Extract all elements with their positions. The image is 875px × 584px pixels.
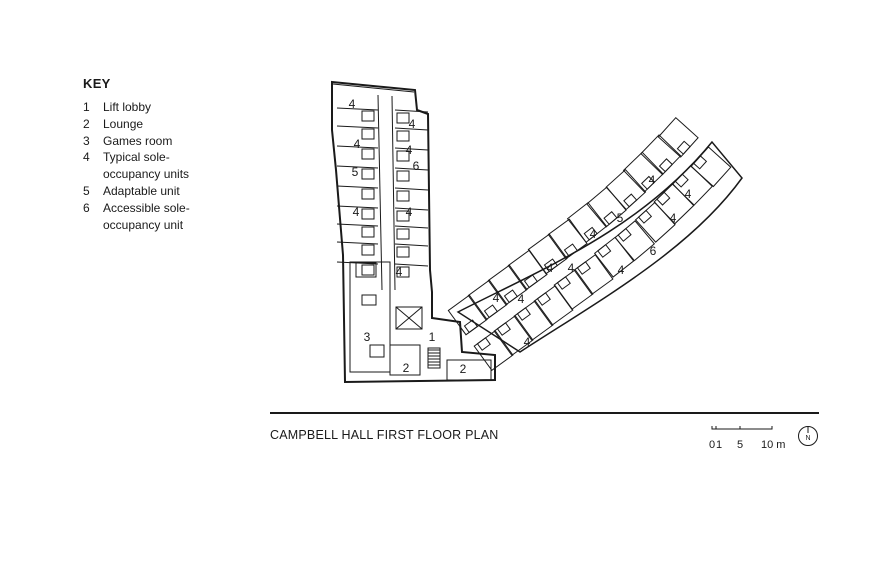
- room-number-label: 4: [405, 143, 413, 157]
- bathroom-pod: [362, 245, 374, 255]
- unit-room: [474, 331, 513, 371]
- key-item-number: 4: [83, 150, 90, 165]
- games-table: [370, 345, 384, 357]
- room-number-label: 4: [352, 205, 360, 219]
- unit-divider: [337, 242, 378, 244]
- scale-label: 0: [709, 439, 716, 451]
- common-area-labels: [364, 330, 467, 376]
- scale-label: 5: [737, 439, 744, 451]
- unit-divider: [395, 110, 428, 112]
- room-number-label: 2: [459, 362, 467, 376]
- room-number-label: 4: [589, 227, 597, 241]
- key-item-label: Accessible sole-occupancy unit: [103, 200, 190, 232]
- room-number-label: 5: [351, 165, 359, 179]
- bathroom-pod: [362, 209, 374, 219]
- unit-divider: [395, 226, 428, 228]
- room-number-label: 5: [616, 211, 624, 225]
- bathroom-pod: [537, 293, 550, 305]
- bathroom-pod: [477, 338, 490, 350]
- north-label: N: [805, 435, 811, 442]
- scale-label: 10 m: [761, 439, 786, 451]
- unit-room: [641, 135, 681, 175]
- room-number-label: 4: [567, 261, 575, 275]
- bathroom-pod: [624, 194, 637, 207]
- bathroom-pod: [517, 308, 530, 320]
- room-number-label: 4: [395, 265, 403, 279]
- key-item-label: Games room: [103, 133, 173, 148]
- unit-room: [624, 152, 664, 192]
- unit-divider: [395, 168, 428, 170]
- bathroom-pod: [397, 247, 409, 257]
- bathroom-pod: [577, 262, 590, 274]
- bathroom-pod: [485, 305, 498, 317]
- room-number-label: 4: [408, 117, 416, 131]
- room-number-label: 4: [405, 205, 413, 219]
- lounge-room: [447, 360, 491, 380]
- room-number-label: 4: [348, 97, 356, 111]
- key-item-number: 6: [83, 200, 90, 215]
- key-item-number: 5: [83, 183, 90, 198]
- bathroom-pod: [362, 129, 374, 139]
- room-number-label: 4: [684, 187, 692, 201]
- bathroom-pod: [362, 149, 374, 159]
- bathroom-pod: [660, 159, 673, 172]
- unit-room: [554, 270, 593, 310]
- key-title: KEY: [83, 76, 111, 91]
- bathroom-pod: [657, 192, 670, 205]
- room-number-label: 2: [402, 361, 410, 375]
- unit-group: [624, 152, 694, 223]
- room-number-label: 4: [492, 291, 500, 305]
- bathroom-pod: [618, 229, 631, 242]
- bathroom-pod: [362, 265, 374, 275]
- bathroom-pod: [694, 156, 707, 169]
- unit-room: [468, 280, 507, 320]
- unit-room: [534, 286, 573, 326]
- unit-divider: [337, 224, 378, 226]
- bathroom-pod: [397, 229, 409, 239]
- bathroom-pod: [397, 171, 409, 181]
- room-number-label: 3: [363, 330, 371, 344]
- key-item-label: Adaptable unit: [103, 183, 180, 198]
- bathroom-pod: [604, 212, 617, 225]
- unit-room: [548, 219, 587, 259]
- bathroom-pod: [497, 323, 510, 335]
- room-number-label: 6: [412, 159, 420, 173]
- room-number-label: 4: [669, 211, 677, 225]
- unit-group: [641, 135, 712, 205]
- bathroom-pod: [465, 320, 478, 332]
- bathroom-pod: [397, 131, 409, 141]
- bathroom-pod: [675, 174, 688, 187]
- bathroom-pod: [397, 191, 409, 201]
- room-number-label: 4: [353, 137, 361, 151]
- unit-divider: [337, 108, 378, 110]
- bathroom-pod: [362, 169, 374, 179]
- unit-group: [448, 295, 513, 370]
- unit-divider: [337, 126, 378, 128]
- unit-divider: [395, 244, 428, 246]
- games-table: [362, 295, 376, 305]
- scale-bar-graphic: [700, 420, 800, 438]
- bathroom-pod: [598, 245, 611, 257]
- bathroom-pod: [525, 275, 538, 287]
- key-item-number: 3: [83, 133, 90, 148]
- bathroom-pod: [677, 141, 690, 154]
- unit-room: [615, 221, 654, 261]
- key-item-number: 2: [83, 116, 90, 131]
- bathroom-pod: [362, 227, 374, 237]
- key-item-label: Typical sole-occupancy units: [103, 150, 190, 182]
- bathroom-pod: [557, 277, 570, 289]
- room-number-label: 1: [428, 330, 436, 344]
- key-item-label: Lift lobby: [103, 100, 152, 114]
- unit-room: [595, 237, 634, 277]
- room-number-label: 4: [523, 335, 531, 349]
- unit-room: [658, 118, 698, 157]
- scale-label: 1: [716, 439, 723, 451]
- unit-divider: [395, 188, 428, 190]
- bathroom-pod: [362, 111, 374, 121]
- unit-divider: [337, 186, 378, 188]
- room-number-label: 4: [617, 263, 625, 277]
- bathroom-pod: [505, 290, 518, 302]
- corridor-wall: [392, 96, 395, 290]
- bathroom-pod: [362, 189, 374, 199]
- room-number-label: 6: [649, 244, 657, 258]
- key-item-number: 1: [83, 100, 90, 114]
- scale-bar: [700, 420, 800, 456]
- unit-room: [574, 255, 613, 295]
- bathroom-pod: [397, 113, 409, 123]
- unit-group: [606, 170, 675, 242]
- plan-caption: CAMPBELL HALL FIRST FLOOR PLAN: [270, 428, 499, 442]
- room-number-label: 4: [648, 173, 656, 187]
- north-arrow-icon: [797, 425, 819, 447]
- bathroom-pod: [639, 210, 652, 223]
- room-number-label: 4: [546, 261, 554, 275]
- title-rule: [270, 412, 819, 414]
- key-item-label: Lounge: [103, 116, 144, 131]
- unit-room: [673, 166, 713, 206]
- floor-plan-drawing: [332, 82, 742, 382]
- corridor-wall: [378, 95, 382, 290]
- room-number-label: 4: [517, 292, 525, 306]
